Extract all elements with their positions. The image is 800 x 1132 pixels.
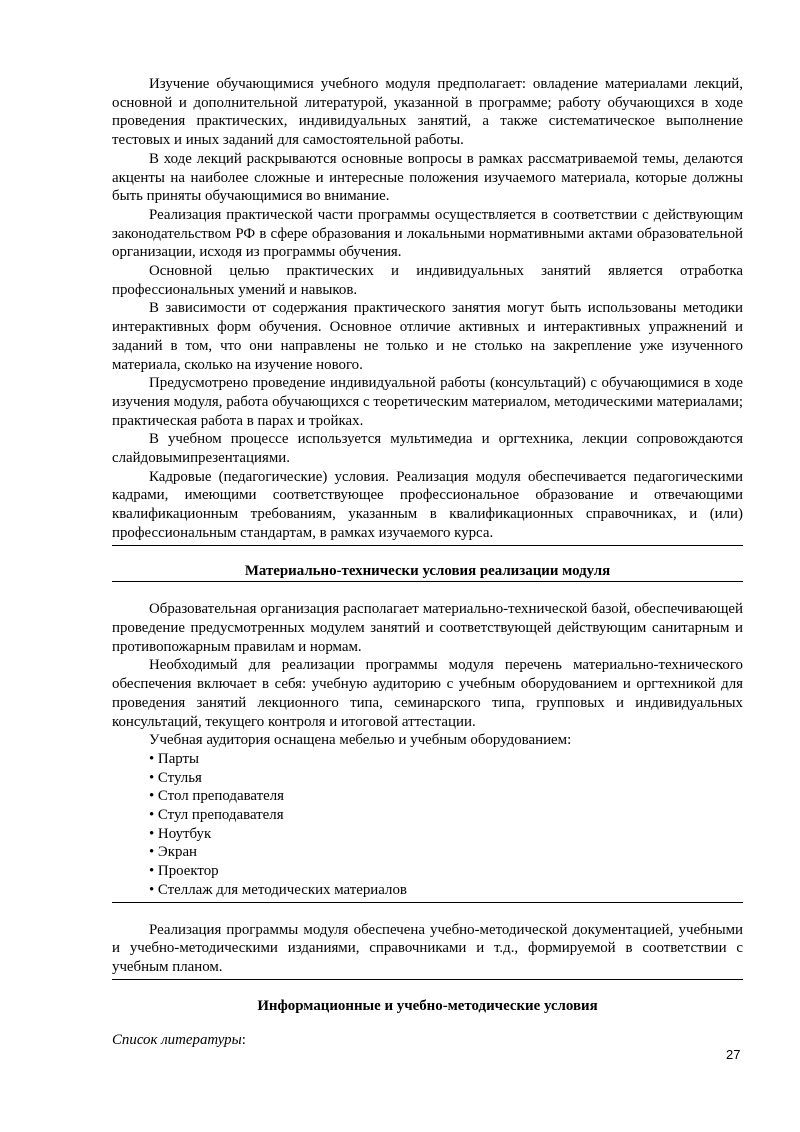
document-page: [112, 75, 743, 1050]
divider-line: [112, 979, 743, 980]
paragraph: В учебном процессе используется мультимедиа и оргтехника, лекции сопровождаются слайдовымипрезентациями.: [112, 431, 743, 467]
paragraph: Образовательная организация располагает материально-технической базой, обеспечивающей проведение предусмотренных модулем занятий и соответствующей действующим санитарным и противопожарным правилам и нормам.: [112, 601, 743, 655]
literature-label-text: Список литературы: [112, 1032, 242, 1049]
page-number: 27: [726, 1047, 741, 1062]
list-item: • Стул преподавателя: [149, 807, 284, 824]
paragraph: Предусмотрено проведение индивидуальной работы (консультаций) с обучающимися в ходе изучения модуля, работа обучающихся с теоретическим материалом, методическими материалами; практическая работа в парах и тройках.: [112, 375, 743, 429]
list-item: • Экран: [149, 844, 198, 861]
spacer: [112, 903, 743, 921]
divider-line: [112, 545, 743, 546]
paragraph: В ходе лекций раскрываются основные вопросы в рамках рассматриваемой темы, делаются акценты на наиболее сложные и интересные положения изучаемого материала, которые должны быть приняты обучающимися во внимание.: [112, 150, 743, 205]
paragraph: Изучение обучающимися учебного модуля предполагает: овладение материалами лекций, основной и дополнительной литературой, указанной в программе; работу обучающихся в ходе проведения практических, индивидуальных занятий, а также систематическое выполнение тестовых и иных заданий для самостоятельной работы.: [112, 76, 743, 149]
paragraph: Реализация программы модуля обеспечена учебно-методической документацией, учебными и учебно-методическими изданиями, справочниками и т.д., формируемой в соответствии с учебным планом.: [112, 921, 743, 975]
list-item: • Ноутбук: [149, 825, 212, 842]
section-teaching-conditions: [112, 75, 743, 546]
list-item: • Стеллаж для методических материалов: [149, 881, 407, 898]
equipment-list: [112, 750, 743, 900]
paragraph: Реализация практической части программы осуществляется в соответствии с действующим законодательством РФ в сфере образования и локальными нормативными актами образовательной организации, исходя из программы обучения.: [112, 206, 743, 261]
literature-label-colon: :: [241, 1032, 246, 1049]
list-item: • Проектор: [149, 863, 219, 880]
literature-list-label: [112, 1031, 743, 1050]
section-heading-material-conditions: Материально-технически условия реализации модуля: [112, 562, 743, 583]
spacer: [112, 582, 743, 600]
paragraph: Кадровые (педагогические) условия. Реализация модуля обеспечивается педагогическими кадрами, имеющими соответствующее профессиональное образование и отвечающими квалификационным требованиям, указанным в квалификационных справочниках, и (или) профессиональным стандартам, в рамках изучаемого курса.: [112, 468, 743, 541]
paragraph: Необходимый для реализации программы модуля перечень материально-технического обеспечения включает в себя: учебную аудиторию с учебным оборудованием и оргтехникой для проведения занятий лекционного типа, семинарского типа, групповых и индивидуальных консультаций, текущего контроля и итоговой аттестации.: [112, 657, 743, 730]
paragraph: Основной целью практических и индивидуальных занятий является отработка профессиональных умений и навыков.: [112, 263, 743, 298]
list-item: • Стулья: [149, 769, 202, 786]
section-heading-information-conditions: Информационные и учебно-методические условия: [257, 997, 598, 1014]
section-material-conditions: [112, 600, 743, 979]
list-item: • Стол преподавателя: [149, 788, 285, 805]
paragraph: В зависимости от содержания практического занятия могут быть использованы методики интерактивных форм обучения. Основное отличие активных и интерактивных упражнений и заданий в том, что они направлены не только и не столько на закрепление уже изученного материала, сколько на изучение нового.: [112, 300, 743, 373]
list-item: • Парты: [149, 750, 200, 767]
paragraph: Учебная аудитория оснащена мебелью и учебным оборудованием:: [149, 732, 572, 749]
